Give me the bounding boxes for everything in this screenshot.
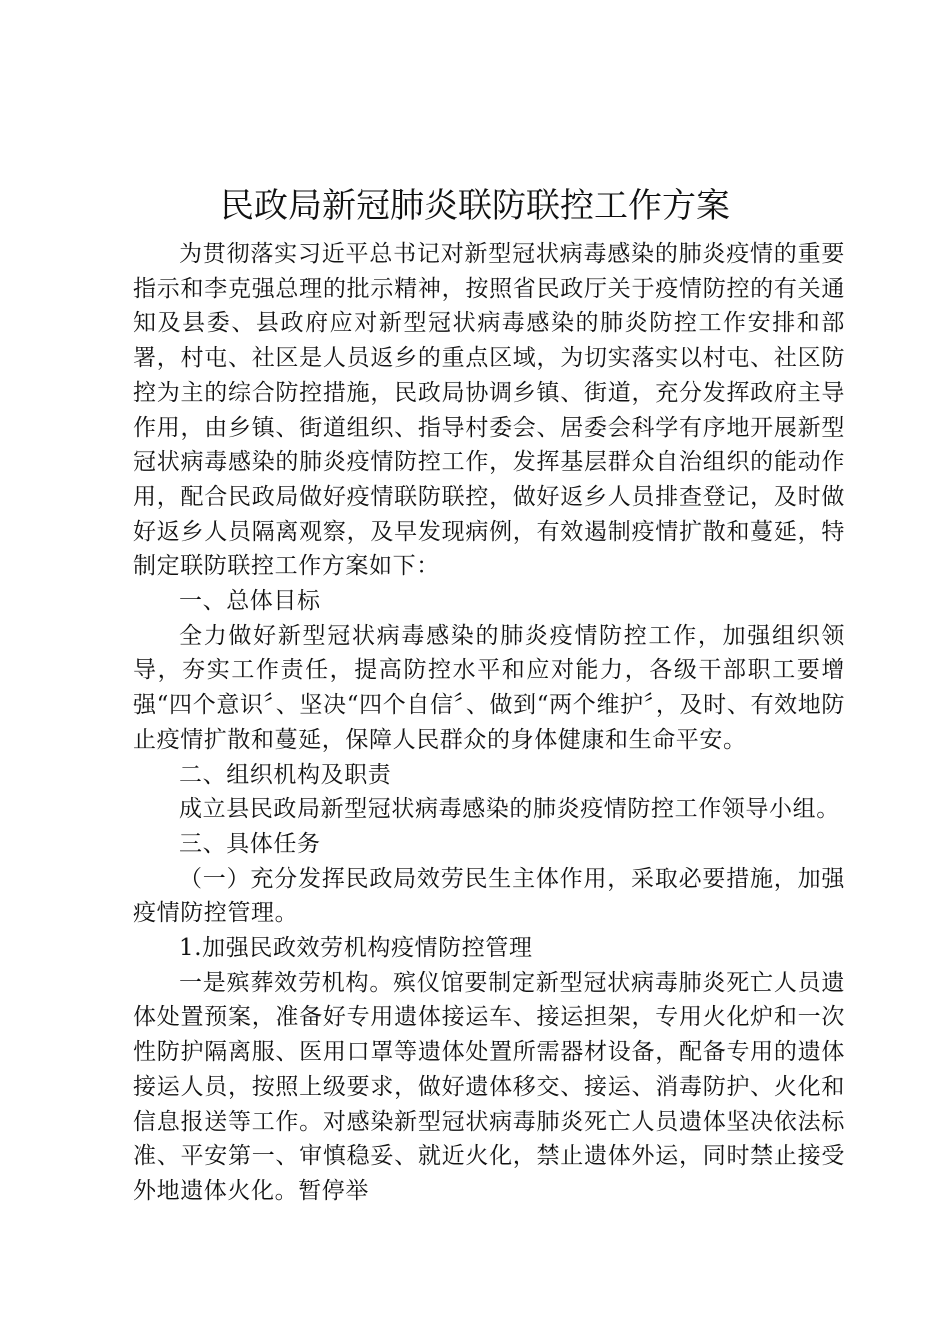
document-body xyxy=(133,237,845,1209)
document-title: 民政局新冠肺炎联防联控工作方案 xyxy=(220,186,730,226)
subsection-heading-1: （一）充分发挥民政局效劳民生主体作用，采取必要措施，加强疫情防控管理。 xyxy=(133,865,845,927)
section-heading-tasks: 三、具体任务 xyxy=(179,830,321,857)
intro-paragraph: 为贯彻落实习近平总书记对新型冠状病毒感染的肺炎疫情的重要指示和李克强总理的批示精神，按照省民政厅关于疫情防控的有关通知及县委、县政府应对新型冠状病毒感染的肺炎防控工作安排和部署，村屯、社区是人员返乡的重点区域，为切实落实以村屯、社区防控为主的综合防控措施，民政局协调乡镇、街道，充分发挥政府主导作用，由乡镇、街道组织、指导村委会、居委会科学有序地开展新型冠状病毒感染的肺炎疫情防控工作，发挥基层群众自治组织的能动作用，配合民政局做好疫情联防联控，做好返乡人员排查登记，及时做好返乡人员隔离观察，及早发现病例，有效遏制疫情扩散和蔓延，特制定联防联控工作方案如下： xyxy=(133,241,845,580)
section-heading-overall-goal: 一、总体目标 xyxy=(179,588,321,615)
item-heading-1: 1.加强民政效劳机构疫情防控管理 xyxy=(179,935,533,962)
organization-paragraph: 成立县民政局新型冠状病毒感染的肺炎疫情防控工作领导小组。 xyxy=(179,796,840,823)
funeral-services-paragraph: 一是殡葬效劳机构。殡仪馆要制定新型冠状病毒肺炎死亡人员遗体处置预案，准备好专用遗体接运车、接运担架，专用火化炉和一次性防护隔离服、医用口罩等遗体处置所需器材设备，配备专用的遗体接运人员，按照上级要求，做好遗体移交、接运、消毒防护、火化和信息报送等工作。对感染新型冠状病毒肺炎死亡人员遗体坚决依法标准、平安第一、审慎稳妥、就近火化，禁止遗体外运，同时禁止接受外地遗体火化。暂停举 xyxy=(133,969,845,1204)
overall-goal-paragraph: 全力做好新型冠状病毒感染的肺炎疫情防控工作，加强组织领导，夯实工作责任，提高防控水平和应对能力，各级干部职工要增强“四个意识〞、坚决“四个自信〞、做到“两个维护〞，及时、有效地防止疫情扩散和蔓延，保障人民群众的身体健康和生命平安。 xyxy=(133,622,845,753)
section-heading-organization: 二、组织机构及职责 xyxy=(179,761,392,788)
